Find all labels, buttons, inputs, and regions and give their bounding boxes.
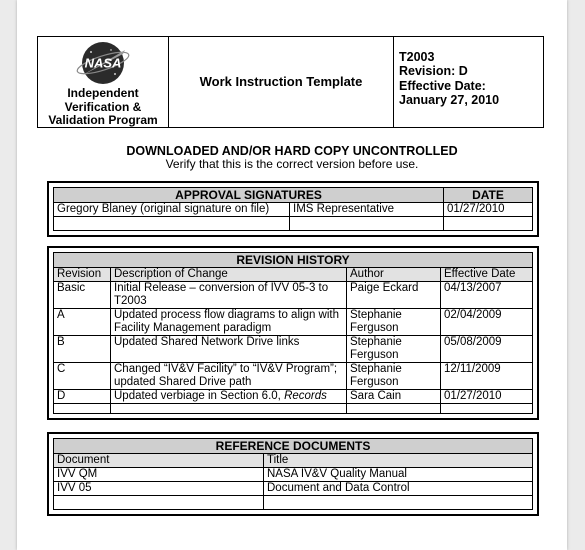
nasa-logo-text: NASA [84,55,122,71]
signer-name [54,217,290,231]
revision-id: A [54,309,111,336]
reference-column-headers [54,454,533,468]
revision-date: 01/27/2010 [441,390,533,404]
table-row [54,282,533,309]
reference-document-title: NASA IV&V Quality Manual [264,468,533,482]
document-title: Work Instruction Template [199,73,363,89]
revision-date: 12/11/2009 [441,363,533,390]
uncontrolled-notice: DOWNLOADED AND/OR HARD COPY UNCONTROLLED [126,144,458,158]
records-section-name: Records [284,390,327,402]
table-row [54,203,533,217]
table-row [54,468,533,482]
table-row [54,390,533,404]
revision-id: D [54,390,111,404]
revision-id: C [54,363,111,390]
reference-documents-box [47,432,539,516]
table-row [54,482,533,496]
header-title-cell [169,37,394,127]
signature-date: 01/27/2010 [444,203,533,217]
revision-history-table [53,252,533,414]
header-meta-cell [394,37,543,127]
signer-name: Gregory Blaney (original signature on file) [54,203,290,217]
col-header-revision: Revision [54,268,111,282]
table-row [54,404,533,414]
revision-column-headers [54,268,533,282]
signature-date [444,217,533,231]
revision-description: Updated Shared Network Drive links [111,336,347,363]
reference-document-title: Document and Data Control [264,482,533,496]
col-header-document: Document [54,454,264,468]
revision-author: Sara Cain [347,390,441,404]
nasa-logo [71,40,135,86]
revision-id: Basic [54,282,111,309]
effective-date: January 27, 2010 [399,92,500,107]
revision-author: Stephanie Ferguson [347,309,441,336]
revision-author: Paige Eckard [347,282,441,309]
header-logo-cell [38,37,169,127]
signer-role: IMS Representative [290,203,444,217]
approval-signatures-heading: APPROVAL SIGNATURES [54,188,444,203]
revision-author: Stephanie Ferguson [347,363,441,390]
revision-label: Revision: D [399,64,468,79]
reference-documents-table [53,438,533,510]
reference-document-id: IVV QM [54,468,264,482]
approval-signatures-box [47,181,539,237]
table-row [54,336,533,363]
table-row [54,309,533,336]
org-line-3: Validation Program [48,113,158,127]
revision-date: 04/13/2007 [441,282,533,309]
revision-description: Updated process flow diagrams to align with Facility Management paradigm [111,309,347,336]
revision-date: 02/04/2009 [441,309,533,336]
revision-history-heading: REVISION HISTORY [54,253,533,268]
verify-notice: Verify that this is the correct version before use. [165,157,419,171]
document-id: T2003 [399,50,435,64]
revision-history-box [47,246,539,420]
revision-description: Changed “IV&V Facility” to “IV&V Program”; updated Shared Drive path [111,363,347,390]
revision-description [111,390,347,404]
table-row [54,496,533,510]
reference-document-id [54,496,264,510]
reference-documents-heading: REFERENCE DOCUMENTS [54,439,533,454]
reference-document-title [264,496,533,510]
org-line-1: Independent [67,86,139,100]
org-name [38,87,168,128]
col-header-title: Title [264,454,533,468]
revision-author: Stephanie Ferguson [347,336,441,363]
table-row [54,363,533,390]
approval-date-heading: DATE [444,188,533,203]
table-row [54,217,533,231]
org-line-2: Verification & [64,99,142,114]
col-header-author: Author [347,268,441,282]
revision-description-text: Updated verbiage in Section 6.0, [114,390,285,402]
revision-description: Initial Release – conversion of IVV 05-3 to T2003 [111,282,347,309]
document-header [37,36,544,128]
signer-role [290,217,444,231]
effective-date-label: Effective Date: [399,78,486,93]
revision-id: B [54,336,111,363]
col-header-effective-date: Effective Date [441,268,533,282]
reference-document-id: IVV 05 [54,482,264,496]
revision-date: 05/08/2009 [441,336,533,363]
approval-signatures-table [53,187,533,231]
col-header-description: Description of Change [111,268,347,282]
